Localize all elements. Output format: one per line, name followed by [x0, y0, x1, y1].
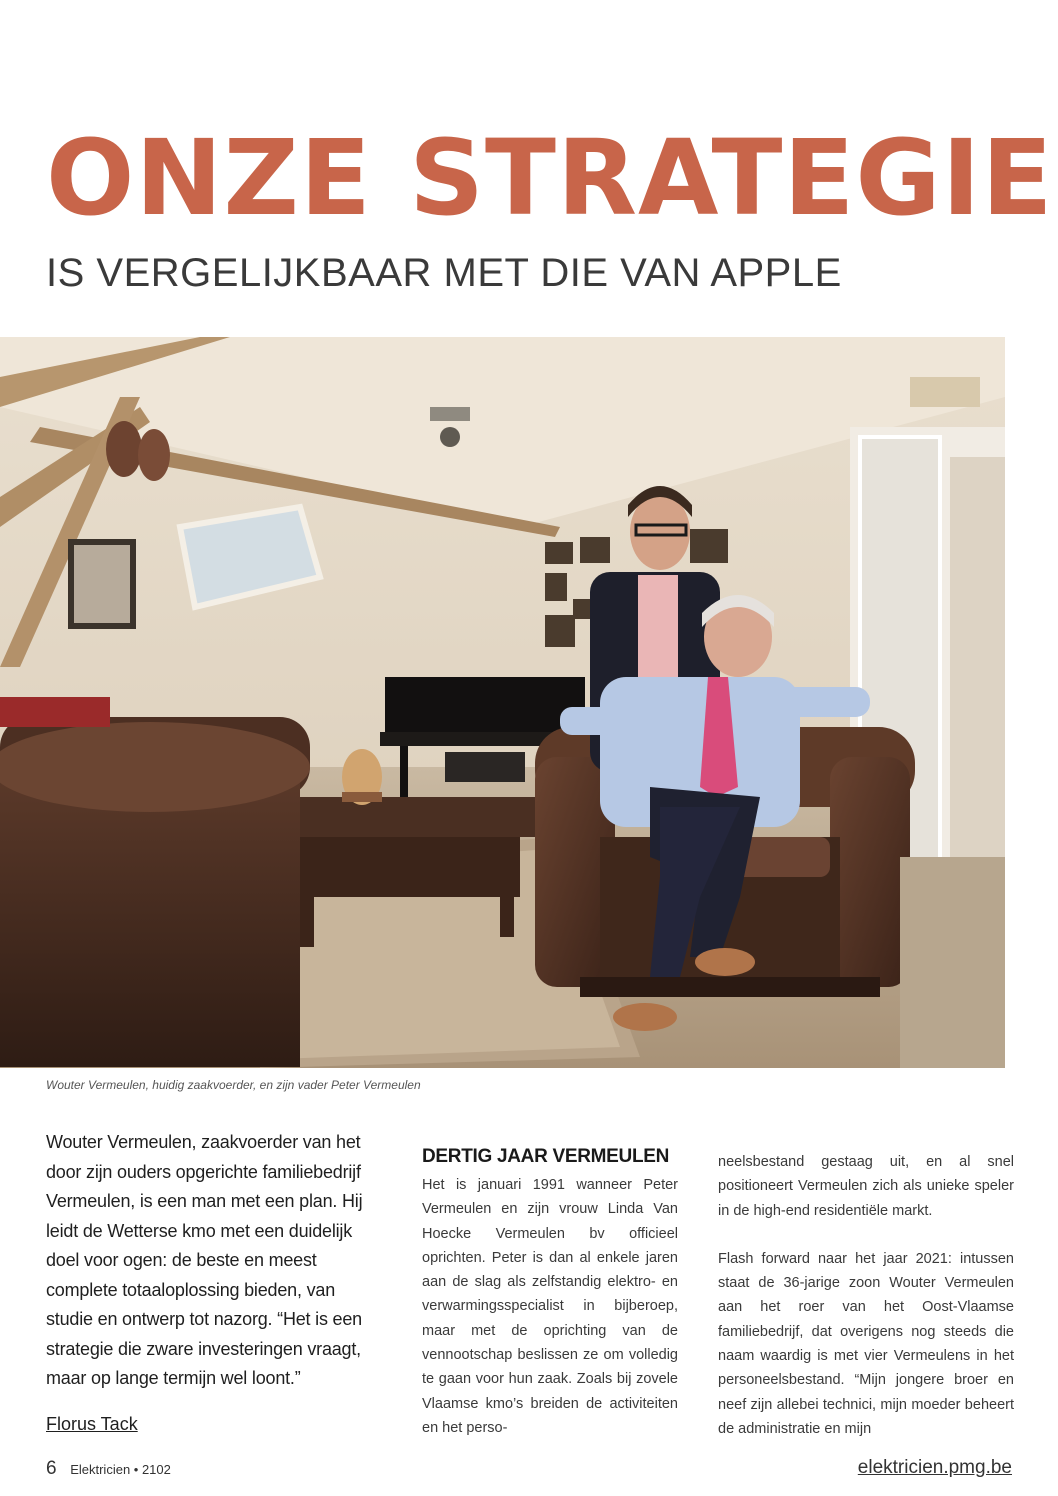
column-3-paragraph-1: neelsbestand gestaag uit, en al snel positioneert Vermeulen zich als unieke speler in de high-end residentiële markt.	[718, 1154, 1014, 1219]
page-number: 6	[46, 1458, 57, 1479]
feature-photo	[0, 337, 1005, 1068]
section-title: DERTIG JAAR VERMEULEN	[422, 1146, 670, 1167]
subheadline: IS VERGELIJKBAAR MET DIE VAN APPLE	[46, 251, 842, 295]
intro-paragraph: Wouter Vermeulen, zaakvoerder van het door zijn ouders opgerichte familiebedrijf Vermeulen, is een man met een plan. Hij leidt de Wetterse kmo met een duidelijk doel voor ogen: de beste en meest complete totaaloplossing bieden, van studie en ontwerp tot nazorg. “Het is een strategie die zware investeringen vraagt, maar op lange termijn wel loont.”	[46, 1132, 363, 1388]
author-link[interactable]: Florus Tack	[46, 1414, 138, 1434]
publication-name: Elektricien • 2102	[70, 1462, 171, 1477]
body-column-2: Het is januari 1991 wanneer Peter Vermeulen en zijn vrouw Linda Van Hoecke Vermeulen bv officieel oprichten. Peter is dan al enkele jaren aan de slag als zelfstandig elektro- en verwarmingsspecialist in bijberoep, maar met de oprichting van de vennootschap beslissen ze om volledig te gaan voor hun zaak. Zoals bij zovele Vlaamse kmo’s breiden de activiteiten en het perso-	[422, 1177, 678, 1436]
body-column-3	[718, 1150, 1014, 1465]
footer-left	[46, 1458, 171, 1480]
column-3-paragraph-2: Flash forward naar het jaar 2021: intussen staat de 36-jarige zoon Wouter Vermeulen aan het roer van het Oost-Vlaamse familiebedrijf, dat overigens nog steeds die naam waardig is met vier Vermeulens in het personeelsbestand. “Mijn jongere broer en neef zijn allebei technici, mijn moeder beheert de administratie en mijn	[718, 1250, 1014, 1437]
photo-caption: Wouter Vermeulen, huidig zaakvoerder, en zijn vader Peter Vermeulen	[46, 1078, 421, 1092]
headline: ONZE STRATEGIE	[46, 117, 1054, 239]
website-link[interactable]: elektricien.pmg.be	[857, 1457, 1012, 1478]
